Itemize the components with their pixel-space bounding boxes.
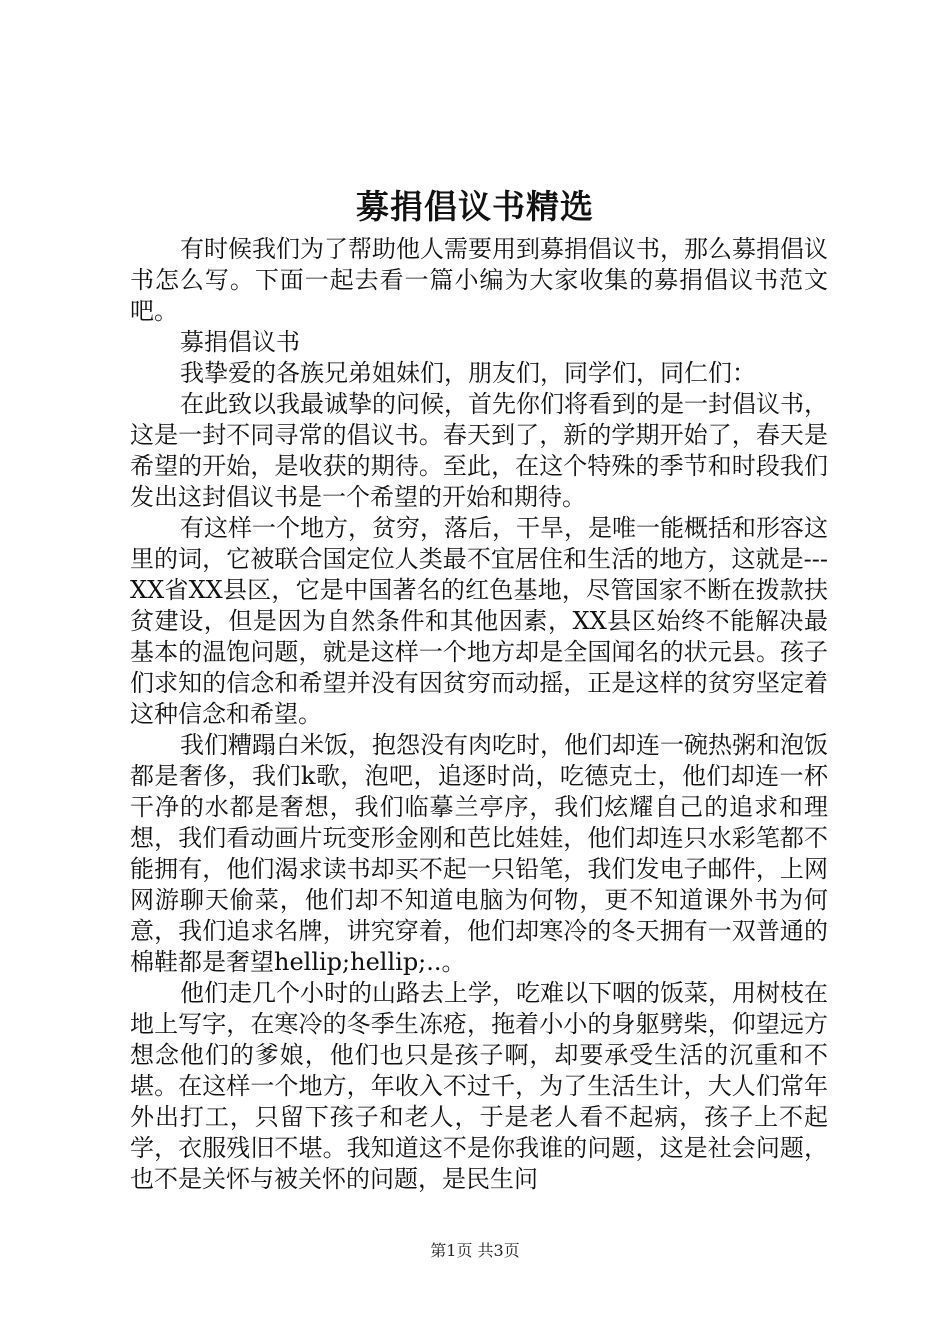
paragraph-salutation: 我挚爱的各族兄弟姐妹们，朋友们，同学们，同仁们：: [180, 359, 756, 387]
page-footer: 第1页 共3页: [430, 1241, 520, 1260]
document-body: [130, 234, 828, 1195]
paragraph-hardship: 他们走几个小时的山路去上学，吃难以下咽的饭菜，用树枝在地上写字，在寒冷的冬季生冻疮，拖着小小的身躯劈柴，仰望远方想念他们的爹娘，他们也只是孩子啊，却要承受生活的沉重和不堪。在这样一个地方，年收入不过千，为了生活生计，大人们常年外出打工，只留下孩子和老人，于是老人看不起病，孩子上不起学，衣服残旧不堪。我知道这不是你我谁的问题，这是社会问题，也不是关怀与被关怀的问题，是民生问: [130, 979, 828, 1193]
paragraph-place: 有这样一个地方，贫穷，落后，干旱，是唯一能概括和形容这里的词，它被联合国定位人类最不宜居住和生活的地方，这就是---XX省XX县区，它是中国著名的红色基地，尽管国家不断在拨款扶贫建设，但是因为自然条件和其他因素，XX县区始终不能解决最基本的温饱问题，就是这样一个地方却是全国闻名的状元县。孩子们求知的信念和希望并没有因贫穷而动摇，正是这样的贫穷坚定着这种信念和希望。: [130, 514, 828, 728]
paragraph-intro: 有时候我们为了帮助他人需要用到募捐倡议书，那么募捐倡议书怎么写。下面一起去看一篇小编为大家收集的募捐倡议书范文吧。: [130, 235, 828, 325]
document-title: 募捐倡议书精选: [356, 187, 594, 226]
paragraph-subtitle: 募捐倡议书: [180, 328, 300, 356]
paragraph-greeting: 在此致以我最诚挚的问候，首先你们将看到的是一封倡议书，这是一封不同寻常的倡议书。春天到了，新的学期开始了，春天是希望的开始，是收获的期待。至此，在这个特殊的季节和时段我们发出这封倡议书是一个希望的开始和期待。: [130, 390, 828, 511]
paragraph-contrast: 我们糟蹋白米饭，抱怨没有肉吃时，他们却连一碗热粥和泡饭都是奢侈，我们k歌，泡吧，追逐时尚，吃德克士，他们却连一杯干净的水都是奢想，我们临摹兰亭序，我们炫耀自己的追求和理想，我们看动画片玩变形金刚和芭比娃娃，他们却连只水彩笔都不能拥有，他们渴求读书却买不起一只铅笔，我们发电子邮件，上网网游聊天偷菜，他们却不知道电脑为何物，更不知道课外书为何意，我们追求名牌，讲究穿着，他们却寒冷的冬天拥有一双普通的棉鞋都是奢望hellip;hellip;..。: [130, 731, 828, 976]
